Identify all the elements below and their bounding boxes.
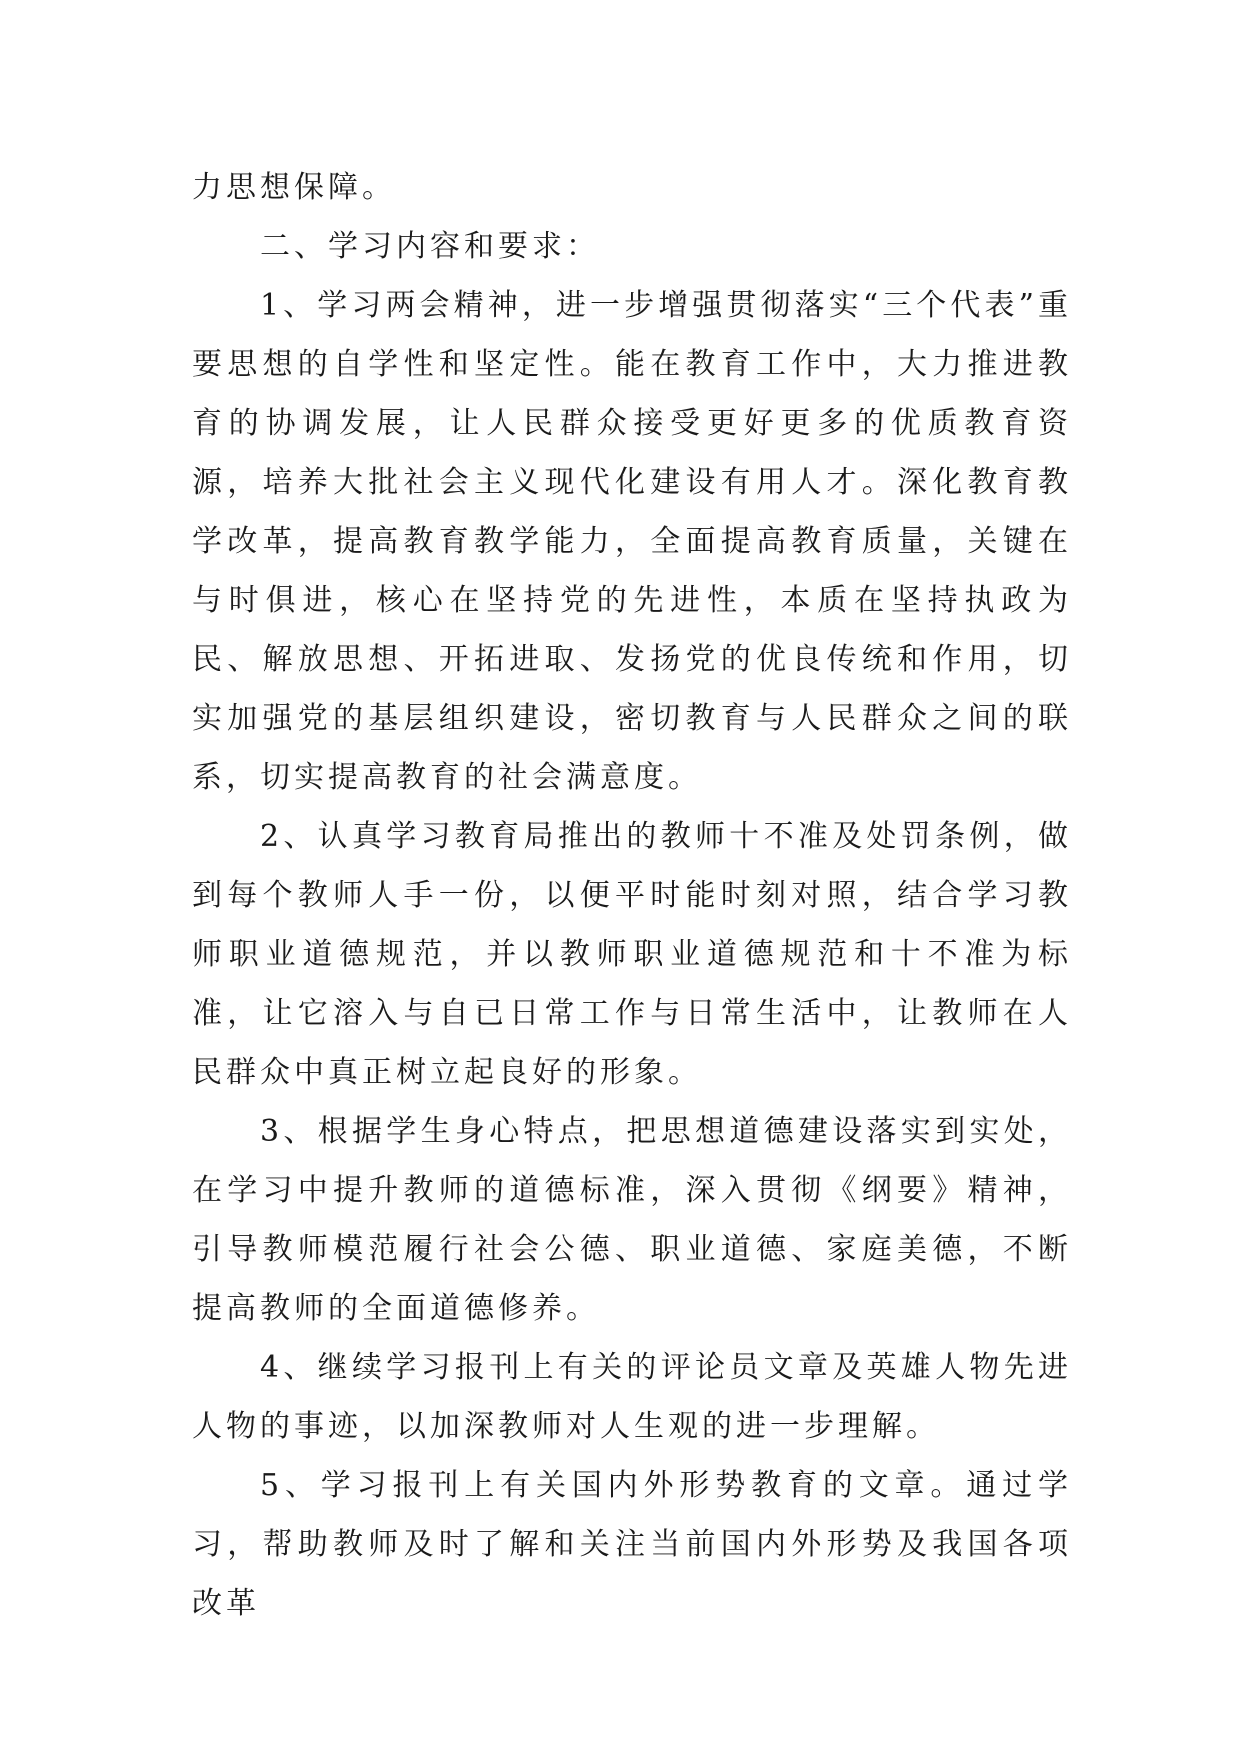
document-body: [192, 158, 1072, 1633]
paragraph-item-4: 4、继续学习报刊上有关的评论员文章及英雄人物先进人物的事迹，以加深教师对人生观的进一步理解。: [192, 1350, 1072, 1444]
paragraph-item-5: 5、学习报刊上有关国内外形势教育的文章。通过学习，帮助教师及时了解和关注当前国内外形势及我国各项改革: [192, 1468, 1072, 1621]
paragraph-item-1: 1、学习两会精神，进一步增强贯彻落实“三个代表”重要思想的自学性和坚定性。能在教育工作中，大力推进教育的协调发展，让人民群众接受更好更多的优质教育资源，培养大批社会主义现代化建设有用人才。深化教育教学改革，提高教育教学能力，全面提高教育质量，关键在与时俱进，核心在坚持党的先进性，本质在坚持执政为民、解放思想、开拓进取、发扬党的优良传统和作用，切实加强党的基层组织建设，密切教育与人民群众之间的联系，切实提高教育的社会满意度。: [192, 288, 1072, 795]
section-heading: 二、学习内容和要求：: [260, 229, 600, 264]
paragraph-item-3: 3、根据学生身心特点，把思想道德建设落实到实处，在学习中提升教师的道德标准，深入贯彻《纲要》精神，引导教师模范履行社会公德、职业道德、家庭美德，不断提高教师的全面道德修养。: [192, 1114, 1072, 1326]
paragraph-item-2: 2、认真学习教育局推出的教师十不准及处罚条例，做到每个教师人手一份，以便平时能时刻对照，结合学习教师职业道德规范，并以教师职业道德规范和十不准为标准，让它溶入与自已日常工作与日常生活中，让教师在人民群众中真正树立起良好的形象。: [192, 819, 1072, 1090]
paragraph-continuation: 力思想保障。: [192, 170, 396, 205]
